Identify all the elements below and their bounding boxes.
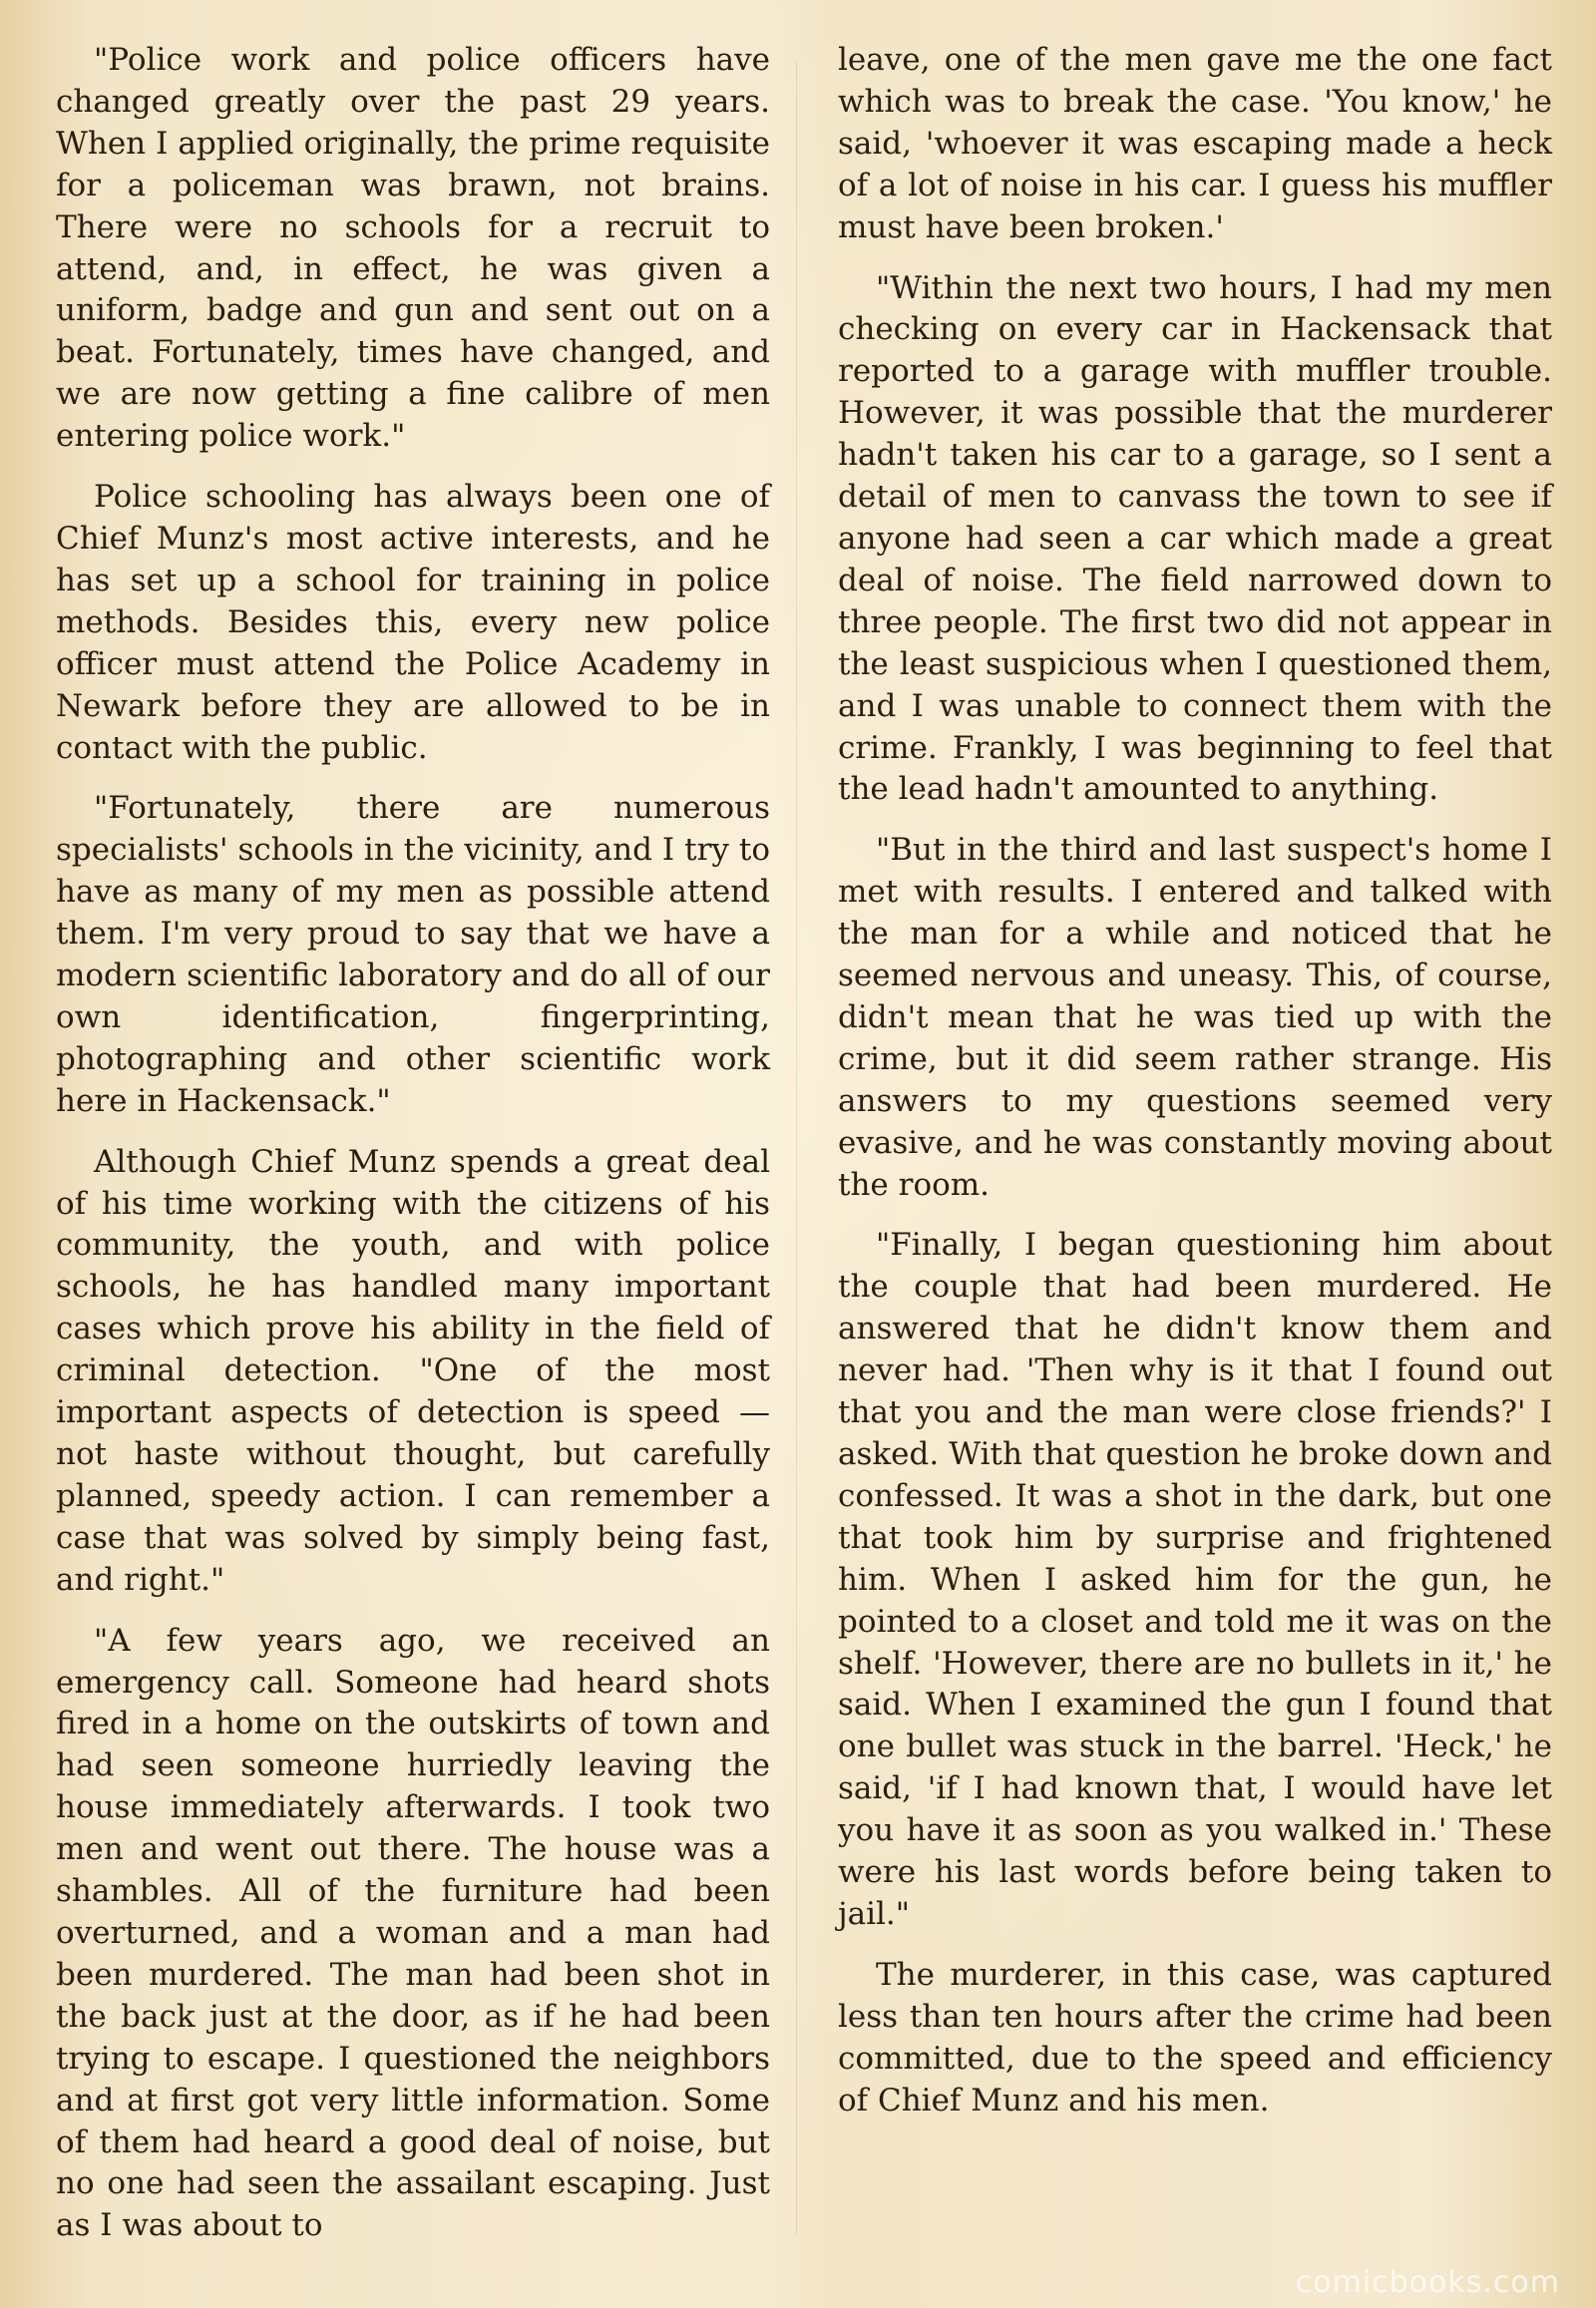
- paragraph: "A few years ago, we received an emergency call. Someone had heard shots fired in a home on the outskirts of town and had seen someone hurriedly leaving the house immediately afterwards. I took two men and went out there. The house was a shambles. All of the furniture had been overturned, and a woman and a man had been murdered. The man had been shot in the back just at the door, as if he had been trying to escape. I questioned the neighbors and at first got very little information. Some of them had heard a good deal of noise, but no one had seen the assailant escaping. Just as I was about to: [56, 1622, 770, 2244]
- paragraph: "But in the third and last suspect's home I met with results. I entered and talked with the man for a while and noticed that he seemed nervous and uneasy. This, of course, didn't mean that he was tied up with the crime, but it did seem rather strange. His answers to my questions seemed very evasive, and he was constantly moving about the room.: [838, 832, 1552, 1203]
- paragraph: Police schooling has always been one of Chief Munz's most active interests, and he has set up a school for training in police methods. Besides this, every new police officer must attend the Police Academy in Newark before they are allowed to be in contact with the public.: [56, 479, 770, 766]
- paragraph: leave, one of the men gave me the one fact which was to break the case. 'You know,' he said, 'whoever it was escaping made a heck of a lot of noise in his car. I guess his muffler must have been broken.': [838, 42, 1552, 245]
- paragraph: The murderer, in this case, was captured less than ten hours after the crime had been committed, due to the speed and efficiency of Chief Munz and his men.: [838, 1956, 1552, 2118]
- left-text-column: [56, 40, 770, 2266]
- paragraph: "Fortunately, there are numerous specialists' schools in the vicinity, and I try to have as many of my men as possible attend them. I'm very proud to say that we have a modern scientific laboratory and do all of our own identification, fingerprinting, photographing and other scientific work here in Hackensack.": [56, 790, 770, 1119]
- paragraph: "Within the next two hours, I had my men checking on every car in Hackensack that reported to a garage with muffler trouble. However, it was possible that the murderer hadn't taken his car to a garage, so I sent a detail of men to canvass the town to see if anyone had seen a car which made a great deal of noise. The field narrowed down to three people. The first two did not appear in the least suspicious when I questioned them, and I was unable to connect them with the crime. Frankly, I was beginning to feel that the lead hadn't amounted to anything.: [838, 269, 1552, 808]
- paragraph: "Finally, I began questioning him about the couple that had been murdered. He answered that he didn't know them and never had. 'Then why is it that I found out that you and the man were close friends?' I asked. With that question he broke down and confessed. It was a shot in the dark, but one that took him by surprise and frightened him. When I asked him for the gun, he pointed to a closet and told me it was on the shelf. 'However, there are no bullets in it,' he said. When I examined the gun I found that one bullet was stuck in the barrel. 'Heck,' he said, 'if I had known that, I would have let you have it as soon as you walked in.' These were his last words before being taken to jail.": [838, 1227, 1552, 1932]
- site-watermark: comicbooks.com: [1295, 2265, 1560, 2300]
- column-gutter: [796, 60, 797, 2234]
- paragraph: "Police work and police officers have changed greatly over the past 29 years. When I applied originally, the prime requisite for a policeman was brawn, not brains. There were no schools for a recruit to attend, and, in effect, he was given a uniform, badge and gun and sent out on a beat. Fortunately, times have changed, and we are now getting a fine calibre of men entering police work.": [56, 42, 770, 455]
- right-text-column: [838, 40, 1552, 2141]
- paragraph: Although Chief Munz spends a great deal of his time working with the citizens of his community, the youth, and with police schools, he has handled many important cases which prove his ability in the field of criminal detection. "One of the most important aspects of detection is speed — not haste without thought, but carefully planned, speedy action. I can remember a case that was solved by simply being fast, and right.": [56, 1143, 770, 1598]
